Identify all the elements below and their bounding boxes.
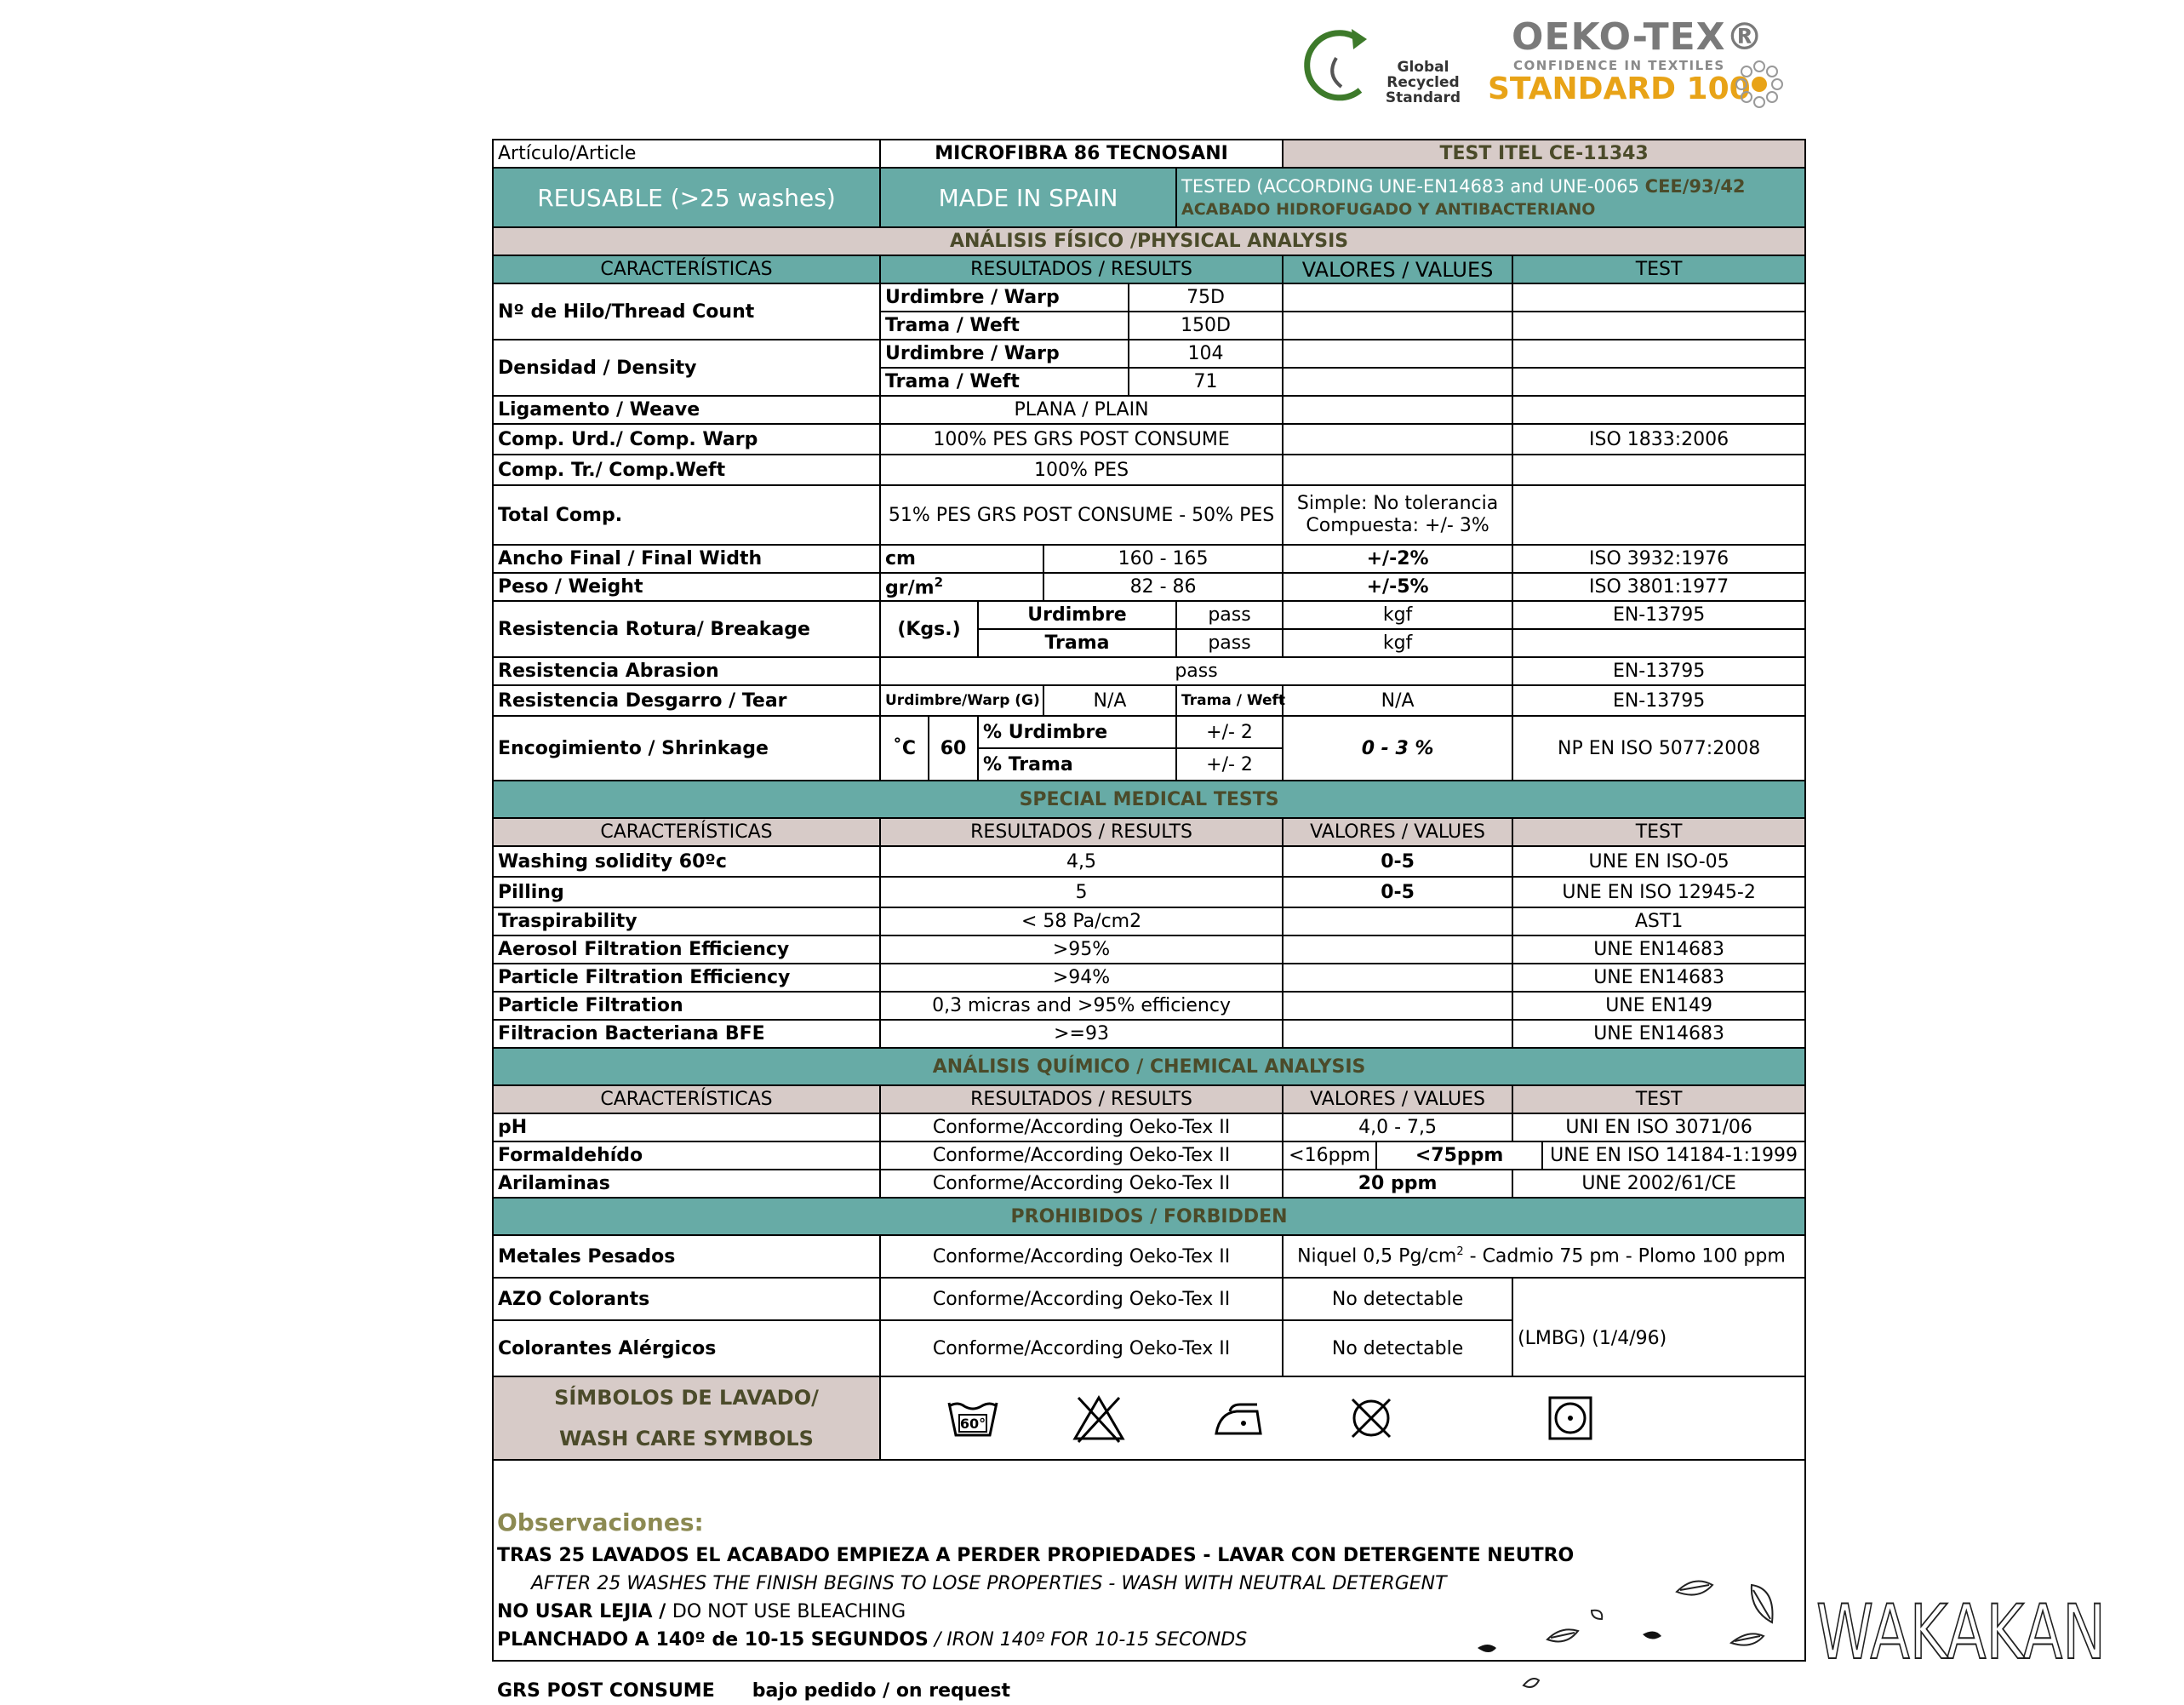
table-row (493, 964, 1805, 992)
comp-weft-value: 100% PES (880, 455, 1283, 485)
weight-row (493, 573, 1805, 601)
ph-test: UNI EN ISO 3071/06 (1512, 1113, 1805, 1141)
chemical-column-header (493, 1085, 1805, 1113)
density-warp-label: Urdimbre / Warp (880, 340, 1129, 368)
metals-limit-others: - Cadmio 75 pm - Plomo 100 ppm (1463, 1245, 1786, 1267)
abrasion-label: Resistencia Abrasion (493, 657, 880, 685)
comp-warp-label: Comp. Urd./ Comp. Warp (493, 424, 880, 455)
care-symbols (881, 1387, 1804, 1450)
oeko-standard: STANDARD 100 (1488, 72, 1751, 106)
medical-value (1283, 992, 1512, 1020)
weight-tolerance: +/-5% (1283, 573, 1512, 601)
col-results: RESULTADOS / RESULTS (880, 255, 1283, 283)
arylamines-row (493, 1170, 1805, 1198)
formaldehyde-value-compound: <75ppm (1376, 1141, 1542, 1170)
physical-column-header (493, 255, 1805, 283)
shrinkage-warp-row (493, 716, 1805, 748)
wakakan-logo (1813, 1583, 2111, 1677)
iron-icon (1211, 1394, 1266, 1442)
badges-row (493, 168, 1805, 227)
observations-title: Observaciones: (497, 1508, 704, 1536)
medical-column-header (493, 818, 1805, 846)
ph-value: 4,0 - 7,5 (1283, 1113, 1512, 1141)
total-comp-label: Total Comp. (493, 485, 880, 545)
breakage-warp-row (493, 601, 1805, 629)
col-results: RESULTADOS / RESULTS (880, 1085, 1283, 1113)
metals-limit-nickel: Niquel 0,5 Pg/cm (1297, 1245, 1457, 1267)
azo-result: Conforme/According Oeko-Tex II (880, 1278, 1283, 1320)
tear-row (493, 685, 1805, 716)
breakage-weft-value: pass (1176, 629, 1283, 657)
width-label: Ancho Final / Final Width (493, 545, 880, 573)
width-unit: cm (880, 545, 1043, 573)
medical-result: >=93 (880, 1020, 1283, 1048)
allergenic-label: Colorantes Alérgicos (493, 1320, 880, 1376)
ph-result: Conforme/According Oeko-Tex II (880, 1113, 1283, 1141)
formaldehyde-value-simple: <16ppm (1283, 1141, 1376, 1170)
table-row (493, 907, 1805, 935)
medical-test: UNE EN149 (1512, 992, 1805, 1020)
ph-label: pH (493, 1113, 880, 1141)
metals-row (493, 1235, 1805, 1278)
test-reference: TEST ITEL CE-11343 (1283, 140, 1805, 168)
thread-weft-value: 150D (1129, 312, 1283, 340)
recycle-arc-icon (1307, 24, 1375, 106)
thread-weft-label: Trama / Weft (880, 312, 1129, 340)
total-comp-test-cell (1512, 485, 1805, 545)
medical-label: Particle Filtration Efficiency (493, 964, 880, 992)
allergenic-value: No detectable (1283, 1320, 1512, 1376)
medical-result: < 58 Pa/cm2 (880, 907, 1283, 935)
medical-result: >94% (880, 964, 1283, 992)
arylamines-label: Arilaminas (493, 1170, 880, 1198)
metals-limit-sup: 2 (1456, 1245, 1464, 1259)
comp-warp-values-cell (1283, 424, 1512, 455)
made-in-badge: MADE IN SPAIN (880, 168, 1176, 227)
col-characteristics: CARACTERÍSTICAS (493, 255, 880, 283)
medical-value (1283, 907, 1512, 935)
tumble-dry-icon (1543, 1394, 1598, 1442)
density-weft-value: 71 (1129, 368, 1283, 396)
table-row (493, 846, 1805, 877)
thread-count-warp-row (493, 283, 1805, 312)
azo-value: No detectable (1283, 1278, 1512, 1320)
total-comp-tolerance (1283, 485, 1512, 545)
total-comp-row (493, 485, 1805, 545)
weave-label: Ligamento / Weave (493, 396, 880, 424)
col-values: VALORES / VALUES (1283, 255, 1512, 283)
thread-weft-values-cell (1283, 312, 1512, 340)
wakakan-text: WAKAKAN (1816, 1588, 2106, 1676)
weight-test: ISO 3801:1977 (1512, 573, 1805, 601)
weight-unit-sup: 2 (934, 575, 943, 591)
weight-value: 82 - 86 (1043, 573, 1283, 601)
thread-weft-test-cell (1512, 312, 1805, 340)
article-value: MICROFIBRA 86 TECNOSANI (880, 140, 1283, 168)
tear-weft-value: N/A (1283, 685, 1512, 716)
col-values: VALORES / VALUES (1283, 1085, 1512, 1113)
tear-warp-label: Urdimbre/Warp (G) (880, 685, 1043, 716)
no-bleach-es: NO USAR LEJIA / (497, 1601, 672, 1622)
wash-temp-label: 60° (959, 1416, 986, 1432)
table-row (493, 992, 1805, 1020)
shrinkage-warp-label: % Urdimbre (978, 716, 1176, 748)
metals-limits (1283, 1235, 1805, 1278)
shrinkage-test: NP EN ISO 5077:2008 (1512, 716, 1805, 781)
shrinkage-warp-value: +/- 2 (1176, 716, 1283, 748)
directive-text: CEE/93/42 (1644, 175, 1746, 197)
formaldehyde-result: Conforme/According Oeko-Tex II (880, 1141, 1283, 1170)
chemical-title: ANÁLISIS QUÍMICO / CHEMICAL ANALYSIS (493, 1048, 1805, 1085)
table-row (493, 877, 1805, 907)
width-test: ISO 3932:1976 (1512, 545, 1805, 573)
medical-test: UNE EN ISO 12945-2 (1512, 877, 1805, 907)
grs-line2: Standard (1385, 89, 1461, 106)
density-weft-values-cell (1283, 368, 1512, 396)
shrinkage-range: 0 - 3 % (1283, 716, 1512, 781)
no-bleach-icon (1072, 1394, 1126, 1442)
no-bleach-en: DO NOT USE BLEACHING (672, 1601, 906, 1622)
metals-label: Metales Pesados (493, 1235, 880, 1278)
medical-section-row (493, 781, 1805, 818)
total-comp-value: 51% PES GRS POST CONSUME - 50% PES (880, 485, 1283, 545)
medical-label: Aerosol Filtration Efficiency (493, 935, 880, 964)
medical-label: Pilling (493, 877, 880, 907)
medical-value (1283, 1020, 1512, 1048)
arylamines-value: 20 ppm (1283, 1170, 1512, 1198)
article-row (493, 140, 1805, 168)
tear-label: Resistencia Desgarro / Tear (493, 685, 880, 716)
tear-test: EN-13795 (1512, 685, 1805, 716)
medical-value: 0-5 (1283, 846, 1512, 877)
breakage-unit: (Kgs.) (880, 601, 978, 657)
wash-60-icon (946, 1394, 1000, 1442)
thread-warp-value: 75D (1129, 283, 1283, 312)
medical-title: SPECIAL MEDICAL TESTS (493, 781, 1805, 818)
breakage-weft-test-cell (1512, 629, 1805, 657)
tear-warp-value: N/A (1043, 685, 1176, 716)
care-label-line2: WASH CARE SYMBOLS (559, 1427, 814, 1450)
width-row (493, 545, 1805, 573)
comp-weft-values-cell (1283, 455, 1512, 485)
breakage-weft-unit: kgf (1283, 629, 1512, 657)
breakage-warp-label: Urdimbre (978, 601, 1176, 629)
abrasion-value: pass (880, 657, 1512, 685)
medical-result: 4,5 (880, 846, 1283, 877)
col-test: TEST (1512, 1085, 1805, 1113)
tolerance-compound: Compuesta: +/- 3% (1306, 515, 1489, 536)
formaldehyde-test: UNE EN ISO 14184-1:1999 (1542, 1141, 1805, 1170)
oeko-tex-logo (1486, 15, 1787, 117)
medical-value (1283, 964, 1512, 992)
arylamines-test: UNE 2002/61/CE (1512, 1170, 1805, 1198)
azo-row (493, 1278, 1805, 1320)
col-test: TEST (1512, 255, 1805, 283)
chemical-section-row (493, 1048, 1805, 1085)
weave-values-cell (1283, 396, 1512, 424)
table-row (493, 935, 1805, 964)
arylamines-result: Conforme/According Oeko-Tex II (880, 1170, 1283, 1198)
breakage-warp-unit: kgf (1283, 601, 1512, 629)
reusable-badge: REUSABLE (>25 washes) (493, 168, 880, 227)
formaldehyde-label: Formaldehído (493, 1141, 880, 1170)
density-label: Densidad / Density (493, 340, 880, 396)
shrinkage-weft-value: +/- 2 (1176, 748, 1283, 781)
observation-line-2: AFTER 25 WASHES THE FINISH BEGINS TO LOSE PROPERTIES - WASH WITH NEUTRAL DETERGENT (531, 1573, 1447, 1594)
table-row (493, 1020, 1805, 1048)
comp-warp-test: ISO 1833:2006 (1512, 424, 1805, 455)
density-warp-value: 104 (1129, 340, 1283, 368)
breakage-warp-value: pass (1176, 601, 1283, 629)
col-values: VALORES / VALUES (1283, 818, 1512, 846)
medical-label: Washing solidity 60ºc (493, 846, 880, 877)
grs-logo-text (1369, 60, 1478, 106)
thread-warp-test-cell (1512, 283, 1805, 312)
density-warp-values-cell (1283, 340, 1512, 368)
allergenic-test: (LMBG) (1/4/96) (1512, 1278, 1805, 1376)
grs-line1: Global Recycled (1386, 59, 1460, 91)
medical-value (1283, 935, 1512, 964)
comp-weft-row (493, 455, 1805, 485)
breakage-test: EN-13795 (1512, 601, 1805, 629)
medical-result: 0,3 micras and >95% efficiency (880, 992, 1283, 1020)
grs-note: GRS POST CONSUME (497, 1680, 715, 1702)
width-tolerance: +/-2% (1283, 545, 1512, 573)
density-weft-label: Trama / Weft (880, 368, 1129, 396)
col-results: RESULTADOS / RESULTS (880, 818, 1283, 846)
care-row (493, 1376, 1805, 1460)
grs-request: bajo pedido / on request (752, 1680, 1010, 1702)
allergenic-result: Conforme/According Oeko-Tex II (880, 1320, 1283, 1376)
col-characteristics: CARACTERÍSTICAS (493, 818, 880, 846)
breakage-weft-label: Trama (978, 629, 1176, 657)
thread-warp-values-cell (1283, 283, 1512, 312)
ironing-en: / IRON 140º FOR 10-15 SECONDS (928, 1629, 1248, 1651)
abrasion-test: EN-13795 (1512, 657, 1805, 685)
medical-result: 5 (880, 877, 1283, 907)
medical-test: UNE EN14683 (1512, 964, 1805, 992)
shrinkage-degree: ˚C (880, 716, 929, 781)
thread-warp-label: Urdimbre / Warp (880, 283, 1129, 312)
medical-label: Filtracion Bacteriana BFE (493, 1020, 880, 1048)
ph-row (493, 1113, 1805, 1141)
density-warp-test-cell (1512, 340, 1805, 368)
thread-count-label: Nº de Hilo/Thread Count (493, 283, 880, 340)
metals-result: Conforme/According Oeko-Tex II (880, 1235, 1283, 1278)
physical-section-row (493, 227, 1805, 255)
width-value: 160 - 165 (1043, 545, 1283, 573)
col-test: TEST (1512, 818, 1805, 846)
comp-warp-row (493, 424, 1805, 455)
medical-label: Traspirability (493, 907, 880, 935)
weave-value: PLANA / PLAIN (880, 396, 1283, 424)
forbidden-section-row (493, 1198, 1805, 1235)
medical-test: UNE EN ISO-05 (1512, 846, 1805, 877)
shrinkage-weft-label: % Trama (978, 748, 1176, 781)
medical-label: Particle Filtration (493, 992, 880, 1020)
oeko-flower-icon (1733, 58, 1786, 111)
shrinkage-label: Encogimiento / Shrinkage (493, 716, 880, 781)
density-warp-row (493, 340, 1805, 368)
tested-text: TESTED (ACCORDING UNE-EN14683 and UNE-0065 (1181, 175, 1639, 197)
spec-sheet-table (492, 139, 1806, 1662)
formaldehyde-row (493, 1141, 1805, 1170)
care-label-line1: SÍMBOLOS DE LAVADO/ (554, 1386, 819, 1410)
weave-row (493, 396, 1805, 424)
care-label-cell (493, 1376, 880, 1460)
leaves-decoration-icon (1464, 1566, 1813, 1702)
medical-result: >95% (880, 935, 1283, 964)
finish-text: ACABADO HIDROFUGADO Y ANTIBACTERIANO (1181, 199, 1596, 219)
shrinkage-temp: 60 (929, 716, 978, 781)
ironing-es: PLANCHADO A 140º de 10-15 SEGUNDOS (497, 1629, 929, 1651)
forbidden-title: PROHIBIDOS / FORBIDDEN (493, 1198, 1805, 1235)
comp-weft-test-cell (1512, 455, 1805, 485)
tolerance-simple: Simple: No tolerancia (1296, 493, 1499, 514)
medical-value: 0-5 (1283, 877, 1512, 907)
oeko-tagline: CONFIDENCE IN TEXTILES (1513, 58, 1725, 73)
weave-test-cell (1512, 396, 1805, 424)
col-characteristics: CARACTERÍSTICAS (493, 1085, 880, 1113)
no-dry-clean-icon (1344, 1394, 1398, 1442)
medical-test: UNE EN14683 (1512, 935, 1805, 964)
article-label: Artículo/Article (493, 140, 880, 168)
comp-weft-label: Comp. Tr./ Comp.Weft (493, 455, 880, 485)
grs-logo (1307, 24, 1478, 106)
weight-unit-cell (880, 573, 1043, 601)
comp-warp-value: 100% PES GRS POST CONSUME (880, 424, 1283, 455)
tested-cell (1176, 168, 1805, 227)
weight-unit: gr/m (885, 577, 935, 599)
density-weft-test-cell (1512, 368, 1805, 396)
observation-line-1: TRAS 25 LAVADOS EL ACABADO EMPIEZA A PERDER PROPIEDADES - LAVAR CON DETERGENTE NEUTRO (497, 1545, 1575, 1566)
medical-test: UNE EN14683 (1512, 1020, 1805, 1048)
care-symbols-cell (880, 1376, 1805, 1460)
tear-weft-label: Trama / Weft (1176, 685, 1283, 716)
oeko-title: OEKO-TEX® (1512, 15, 1764, 59)
physical-title: ANÁLISIS FÍSICO /PHYSICAL ANALYSIS (493, 227, 1805, 255)
weight-label: Peso / Weight (493, 573, 880, 601)
medical-test: AST1 (1512, 907, 1805, 935)
azo-label: AZO Colorants (493, 1278, 880, 1320)
abrasion-row (493, 657, 1805, 685)
breakage-label: Resistencia Rotura/ Breakage (493, 601, 880, 657)
